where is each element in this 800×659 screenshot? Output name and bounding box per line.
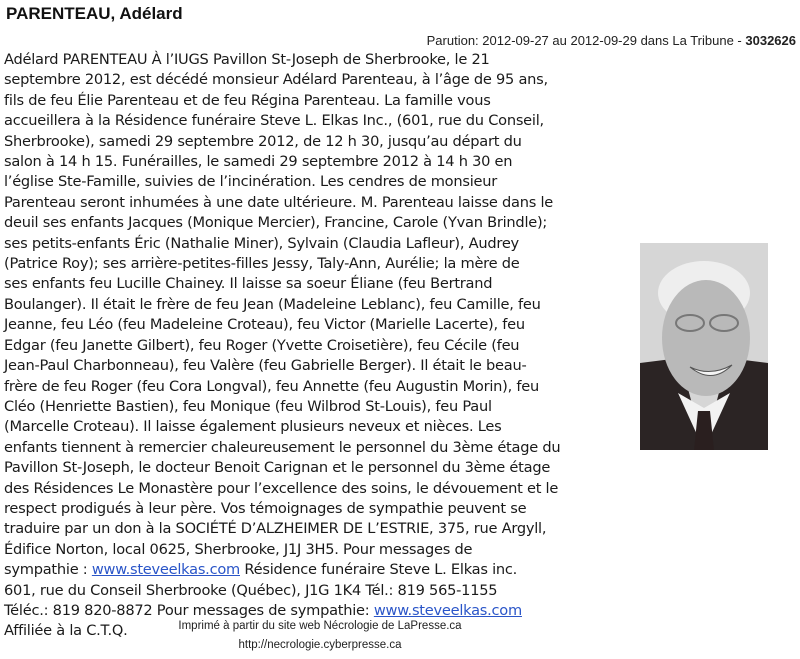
text-line: [4, 132, 644, 152]
publication-text: Parution: 2012-09-27 au 2012-09-29 dans La Tribune -: [426, 33, 746, 48]
text-segment: Cléo (Henriette Bastien), feu Monique (feu Wilbrod St-Louis), feu Paul: [4, 397, 492, 415]
text-segment: (Patrice Roy); ses arrière-petites-filles Jessy, Taly-Ann, Aurélie; la mère de: [4, 255, 520, 273]
text-line: [4, 274, 644, 294]
portrait-photo: [640, 243, 768, 450]
text-segment: traduire par un don à la SOCIÉTÉ D’ALZHEIMER DE L’ESTRIE, 375, rue Argyll,: [4, 520, 547, 538]
text-line: [4, 581, 644, 601]
text-segment: Téléc.: 819 820-8872 Pour messages de sympathie:: [4, 601, 374, 619]
text-line: [4, 458, 644, 478]
text-line: [4, 234, 644, 254]
text-segment: accueillera à la Résidence funéraire Steve L. Elkas Inc., (601, rue du Conseil,: [4, 112, 544, 130]
publication-info: [427, 33, 796, 48]
text-segment: deuil ses enfants Jacques (Monique Mercier), Francine, Carole (Yvan Brindle);: [4, 214, 548, 232]
text-segment: Jeanne, feu Léo (feu Madeleine Croteau), feu Victor (Marielle Lacerte), feu: [4, 316, 525, 334]
text-line: [4, 601, 644, 621]
text-line: [4, 377, 644, 397]
text-line: [4, 295, 644, 315]
text-segment: salon à 14 h 15. Funérailles, le samedi 29 septembre 2012 à 14 h 30 en: [4, 153, 513, 171]
sympathy-website-link[interactable]: www.steveelkas.com: [91, 561, 240, 579]
text-line: [4, 540, 644, 560]
text-line: [4, 111, 644, 131]
text-line: [4, 193, 644, 213]
text-segment: Pavillon St-Joseph, le docteur Benoit Carignan et le personnel du 3ème étage: [4, 459, 551, 477]
text-segment: ses petits-enfants Éric (Nathalie Miner), Sylvain (Claudia Lafleur), Audrey: [4, 234, 519, 252]
text-segment: l’église Ste-Famille, suivies de l’incinération. Les cendres de monsieur: [4, 173, 497, 191]
text-line: [4, 479, 644, 499]
text-line: [4, 50, 644, 70]
text-line: [4, 152, 644, 172]
text-segment: des Résidences Le Monastère pour l’excellence des soins, le dévouement et le: [4, 479, 559, 497]
text-line: [4, 356, 644, 376]
notice-number: 3032626: [745, 33, 796, 48]
text-segment: Edgar (feu Janette Gilbert), feu Roger (Yvette Croisetière), feu Cécile (feu: [4, 336, 520, 354]
text-segment: 601, rue du Conseil Sherbrooke (Québec), J1G 1K4 Tél.: 819 565-1155: [4, 581, 498, 599]
text-segment: respect prodigués à leur père. Vos témoignages de sympathie peuvent se: [4, 499, 527, 517]
text-line: [4, 438, 644, 458]
text-segment: fils de feu Élie Parenteau et de feu Régina Parenteau. La famille vous: [4, 91, 491, 109]
text-line: [4, 172, 644, 192]
text-segment: Édifice Norton, local 0625, Sherbrooke, J1J 3H5. Pour messages de: [4, 540, 473, 558]
text-line: [4, 519, 644, 539]
text-segment: sympathie :: [4, 561, 92, 579]
sympathy-website-link[interactable]: www.steveelkas.com: [373, 601, 522, 619]
text-segment: Affiliée à la C.T.Q.: [4, 622, 128, 640]
footer-url: http://necrologie.cyberpresse.ca: [238, 639, 402, 651]
obituary-text: [4, 50, 644, 642]
text-segment: (Marcelle Croteau). Il laisse également plusieurs neveux et nièces. Les: [4, 418, 502, 436]
text-segment: Parenteau seront inhumées à une date ultérieure. M. Parenteau laisse dans le: [4, 193, 554, 211]
text-line: [4, 254, 644, 274]
text-line: [4, 397, 644, 417]
footer-printed-from: Imprimé à partir du site web Nécrologie de LaPresse.ca: [178, 620, 462, 632]
text-line: [4, 499, 644, 519]
text-line: [4, 417, 644, 437]
text-segment: Sherbrooke), samedi 29 septembre 2012, de 12 h 30, jusqu’au départ du: [4, 132, 522, 150]
text-segment: Jean-Paul Charbonneau), feu Valère (feu Gabrielle Berger). Il était le beau-: [4, 357, 527, 375]
text-segment: Résidence funéraire Steve L. Elkas inc.: [239, 561, 518, 579]
text-line: [4, 70, 644, 90]
text-segment: septembre 2012, est décédé monsieur Adélard Parenteau, à l’âge de 95 ans,: [4, 71, 548, 89]
text-line: [4, 336, 644, 356]
text-segment: ses enfants feu Lucille Chainey. Il laisse sa soeur Éliane (feu Bertrand: [4, 275, 493, 293]
text-segment: Adélard PARENTEAU À l’IUGS Pavillon St-Joseph de Sherbrooke, le 21: [4, 51, 490, 68]
text-line: [4, 91, 644, 111]
obituary-title: PARENTEAU, Adélard: [6, 4, 183, 23]
text-segment: Boulanger). Il était le frère de feu Jean (Madeleine Leblanc), feu Camille, feu: [4, 295, 541, 313]
text-line: [4, 315, 644, 335]
text-line: [4, 560, 644, 580]
text-line: [4, 213, 644, 233]
text-segment: enfants tiennent à remercier chaleureusement le personnel du 3ème étage du: [4, 438, 561, 456]
text-segment: frère de feu Roger (feu Cora Longval), feu Annette (feu Augustin Morin), feu: [4, 377, 539, 395]
